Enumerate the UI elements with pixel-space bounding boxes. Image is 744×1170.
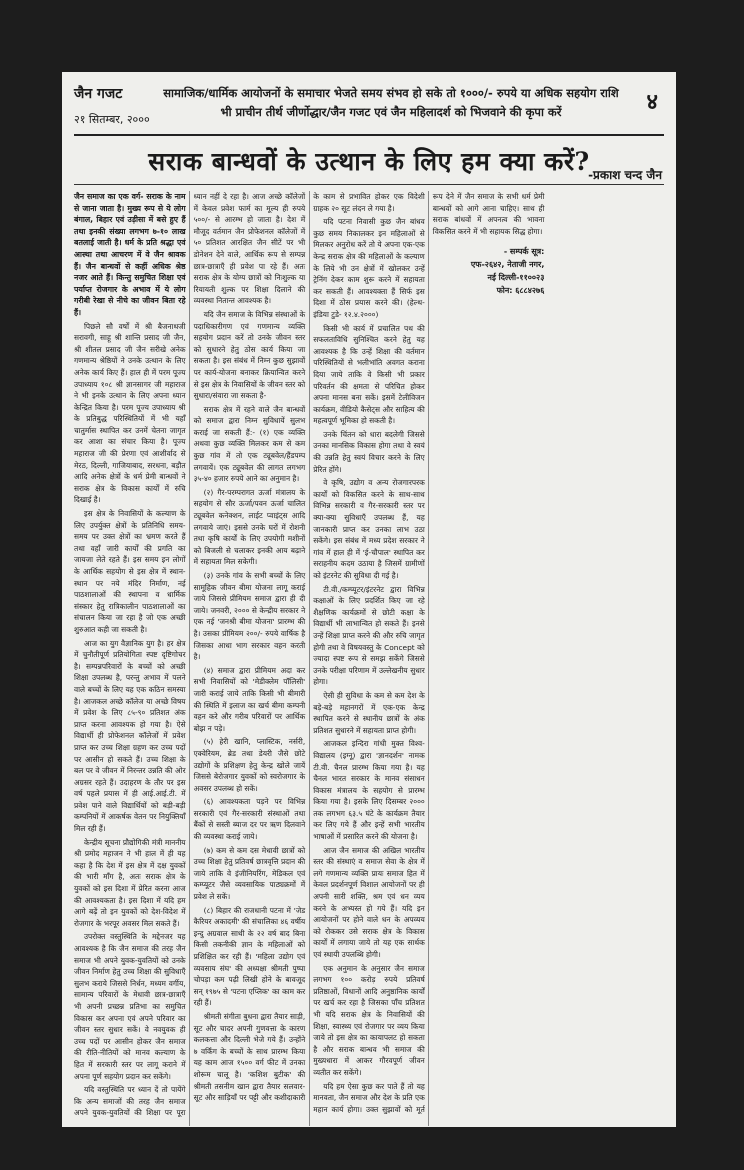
contact-address-line-2: नई दिल्ली-११००२३ xyxy=(487,273,545,283)
contact-block xyxy=(433,245,545,297)
article-body xyxy=(74,191,664,1126)
appeal-notice-line-1: सामाजिक/धार्मिक आयोजनों के समाचार भेजते समय संभव हो सके तो १०००/- रुपये या अधिक सहयोग राशि xyxy=(163,86,619,100)
article-paragraph: (३) उनके गांव के सभी बच्चों के लिए सामूहिक जीवन बीमा योजना लागू कराई जाये जिससे प्रीमियम समाज द्वारा ही दी जाये। जनवरी, २००० से केन्द्रीय सरकार ने एक नई 'जनश्री बीमा योजना' प्रारम्भ की है। उसका प्रीमियम २००/- रुपये वार्षिक है जिसका आधा भाग सरकार वहन करती है। xyxy=(193,571,306,662)
appeal-notice-line-2: भी प्राचीन तीर्थ जीर्णोद्धार/जैन गजट एवं जैन महिलादर्श को भिजवाने की कृपा करें xyxy=(220,105,562,119)
article-paragraph: श्रीमती संगीता बुधना द्वारा तैयार साड़ी, सूट और चादर अपनी गुणवत्ता के कारण कलकत्ता और दिल्ली भेजे गये हैं। उन्होंने ७ वर्किंग के बच्चों के साथ प्रारम्भ किया यह काम आज १५०० वर्ग फीट में उनका शोरूम चालू है। 'कशिश बुटीक' की श्रीमती तसनीम खान द्वारा तैयार सलवार-सूट और साड़ियाँ पर पट्टी और कशीदाकारी के काम से प्रभावित होकर एक विदेशी ग्राहक २० सूट लंदन ले गया है। xyxy=(193,192,425,1103)
article-paragraph: यदि हम ऐसा कुछ कर पाते हैं तो यह मानवता, जैन समाज और देश के प्रति एक महान कार्य होगा। उक्त सुझावों को मूर्त रूप देने में जैन समाज के सभी धर्म प्रेमी बान्धवों को आगे आना चाहिए। साथ ही सराक बांधवों में अपनत्व की भावना विकसित करने में भी सहायक सिद्ध होगा। xyxy=(313,192,545,1114)
issue-date: २१ सितम्बर, २००० xyxy=(74,113,150,126)
article-paragraph: (६) आवश्यकता पड़ने पर विभिन्न सरकारी एवं गैर-सरकारी संस्थाओं तथा बैंकों से सस्ती ब्याज दर पर ऋण दिलवाने की व्यवस्था कराई जाये। xyxy=(193,797,306,842)
article-paragraph: यदि वस्तुस्थिति पर ध्यान दें तो पायेंगे कि अन्य समाजों की तरह जैन समाज अपने युवक-युवतियों की शिक्षा पर पूरा ध्यान नहीं दे रहा है। आज अच्छे कॉलेजों में केवल प्रवेश फार्म का मूल्य ही रुपये ५००/- से आरम्भ हो जाता है। देश में मौजूद वर्तमान जैन प्रोफेशनल कॉलेजों में ५० प्रतिशत आरक्षित जैन सीटें पर भी डोनेशन देने वाले, आर्थिक रूप से सम्पन्न छात्र-छात्राएँ ही प्रवेश पा रहे हैं। अतः सराक क्षेत्र के योग्य छात्रों को निःशुल्क या रियायती शुल्क पर शिक्षा दिलाने की व्यवस्था नितान्त आवश्यक है। xyxy=(74,192,306,1118)
page-number: ४ xyxy=(646,90,658,115)
masthead xyxy=(74,80,664,136)
article-paragraph: (५) हेरी खानि, प्लास्टिक, नर्सरी, एक्वेरियम, ब्रेड तथा डेयरी जैसे छोटे उद्योगों के प्रशिक्षण हेतु केन्द्र खोले जायें जिससे बेरोजगार युवकों को स्वरोजगार के अवसर उपलब्ध हो सकें। xyxy=(193,737,306,793)
appeal-notice xyxy=(156,80,626,122)
article-paragraph: यदि जैन समाज के विभिन्न संस्थाओं के पदाधिकारीगण एवं गणमान्य व्यक्ति सहयोग प्रदान करें तो उनके जीवन स्तर को सुधारने हेतु ठोस कार्य किया जा सकता है। इस संबंध में निम्न कुछ सुझावों पर कार्य-योजना बनाकर क्रियान्वित करने से इस क्षेत्र के निवासियों के जीवन स्तर को सुधारा/संवारा जा सकता है- xyxy=(193,309,306,401)
headline-rule xyxy=(74,184,664,185)
article-paragraph: उपरोक्त वस्तुस्थिति के मद्देनजर यह आवश्यक है कि जैन समाज की तरह जैन समाज भी अपने युवक-युवतियों को उनके जीवन निर्माण हेतु उच्च शिक्षा की सुविधाएँ सुलभ कराये जिससे निर्धन, मध्यम वर्गीय, सामान्य परिवारों के मेधावी छात्र-छात्राएँ भी अपनी प्रच्छन्न प्रतिभा का समुचित विकास कर अपना एवं अपने परिवार का जीवन स्तर सुधार सकें। वे नवयुवक ही उच्च पदों पर आसीन होकर जैन समाज की रीति-नीतियों को मानव कल्याण के हित में सरकारी स्तर पर लागू कराने में अपना पूर्ण सहयोग प्रदान कर सकेंगे। xyxy=(74,932,186,1081)
article-paragraph: जैन समाज का एक वर्ग- सराक के नाम से जाना जाता है। मुख्य रूप से ये लोग बंगाल, बिहार एवं उड़ीसा में बसे हुए हैं तथा इनकी संख्या लगभग ७-१० लाख बतलाई जाती है। धर्म के प्रति श्रद्धा एवं आस्था तथा आचरण में वे जैन श्रावक हैं। जैन बान्धवों से कहीं अधिक श्रेष्ठ नजर आते हैं। किन्तु समुचित शिक्षा एवं पर्याप्त रोजगार के अभाव में ये लोग गरीबी रेखा से नीचे का जीवन बिता रहे हैं। xyxy=(74,192,186,317)
article-byline: -प्रकाश चन्द जैन xyxy=(588,168,662,182)
article-paragraph: पिछले सौ वर्षों में श्री बैजनाथजी सरावगी, साहू श्री शान्ति प्रसाद जी जैन, श्री शीतल प्रसाद जी जैन सरीखे अनेक गणमान्य श्रेष्ठियों ने उनके उत्थान के लिए अनेक कार्य किए हैं। हाल ही में परम पूज्य उपाध्याय १०८ श्री ज्ञानसागर जी महाराज ने भी इनके उत्थान के लिए अपना ध्यान केन्द्रित किया है। परम पूज्य उपाध्याय श्री के प्रतिबुद्ध परिस्थितियों में भी यहाँ चातुर्मास स्थापित कर उनमें चेतना जागृत कर आशा का संचार किया है। पूज्य महाराज जी की प्रेरणा एवं आशीर्वाद से मेरठ, दिल्ली, गाजियाबाद, सरधना, बड़ौत आदि अनेक क्षेत्रों के धर्म प्रेमी बान्धवों ने सराक क्षेत्र के विकास कार्यों में रुचि दिखाई है। xyxy=(74,321,186,505)
newspaper-page xyxy=(62,72,676,1127)
article-paragraph: ऐसी ही सुविधा के कम से कम देश के बड़े-बड़े महानगरों में एक-एक केन्द्र स्थापित करने से स्थानीय छात्रों के अंक प्रतिशत सुधारने में सहायता प्राप्त होगी। xyxy=(313,690,425,735)
article-paragraph: (४) समाज द्वारा प्रीमियम अदा कर सभी निवासियों को 'मेडीक्लेम पॉलिसी' जारी कराई जाये ताकि किसी भी बीमारी की स्थिति में इलाज का खर्च बीमा कम्पनी वहन करे और गरीब परिवारों पर आर्थिक बोझ न पड़े। xyxy=(193,665,306,733)
article-paragraph: आज का युग वैज्ञानिक युग है। हर क्षेत्र में चुनौतीपूर्ण प्रतियोगिता स्पष्ट दृष्टिगोचर है। सम्पन्नपरिवारों के बच्चों को अच्छी शिक्षा उपलब्ध है, परन्तु अभाव में पलने वाले बच्चों के लिए यह एक कठिन समस्या है। आजकल अच्छे कॉलेज या अच्छे विषय में प्रवेश के लिए ८५-९० प्रतिशत अंक प्राप्त करना आवश्यक हो गया है। ऐसे विद्यार्थी ही प्रोफेशनल कॉलेजों में प्रवेश प्राप्त कर उच्च शिक्षा ग्रहण कर उच्च पदों पर आसीन हो सकते हैं। उच्च शिक्षा के बल पर वे जीवन में निरन्तर उन्नति की ओर अग्रसर रहते हैं। उदाहरण के तौर पर इस वर्ष पहले प्रयास में ही आई.आई.टी. में प्रवेश पाने वाले विद्यार्थियों को बड़ी-बड़ी कम्पनियों में आकर्षक वेतन पर नियुक्तियाँ मिल रही हैं। xyxy=(74,638,186,834)
article-headline: सराक बान्धवों के उत्थान के लिए हम क्या करें? xyxy=(148,147,590,176)
contact-phone: फोन: ६८८४२७६ xyxy=(496,286,545,296)
newspaper-name: जैन गजट xyxy=(74,86,123,102)
contact-heading: - सम्पर्क सूत्र: xyxy=(503,247,545,257)
article-paragraph: उनके चिंतन को धारा बदलेगी जिससे उनका मानसिक विकास होगा तथा वे स्वयं की उन्नति हेतु स्वयं विचार करने के लिए प्रेरित होंगे। xyxy=(313,429,425,474)
contact-address-line-1: एफ-२६४२, नेताजी नगर, xyxy=(470,260,545,270)
article-paragraph: (७) कम से कम दस मेधावी छात्रों को उच्च शिक्षा हेतु प्रतिवर्ष छात्रवृत्ति प्रदान की जाये ताकि वे इंजीनियरिंग, मेडिकल एवं कम्प्यूटर जैसे व्यवसायिक पाठ्यक्रमों में प्रवेश ले सकें। xyxy=(193,845,306,902)
masthead-left xyxy=(74,80,152,127)
article-paragraph: एक अनुमान के अनुसार जैन समाज लगभग १०० करोड़ रुपये प्रतिवर्ष प्रतिष्ठाओं, विधानों आदि अनुष्ठानिक कार्यों पर खर्च कर रहा है जिसका पाँच प्रतिशत भी यदि सराक क्षेत्र के निवासियों की शिक्षा, स्वास्थ्य एवं रोजगार पर व्यय किया जाये तो इस क्षेत्र का कायापलट हो सकता है और सराक बान्धव भी समाज की मुख्यधारा में आकर गौरवपूर्ण जीवन व्यतीत कर सकेंगे। xyxy=(313,963,425,1077)
article-paragraph: आज जैन समाज की अखिल भारतीय स्तर की संस्थाएं व समाज सेवा के क्षेत्र में लगे गणमान्य व्यक्ति प्रायः समाज हित में केवल प्रदर्शनपूर्ण विशाल आयोजनों पर ही अपनी सारी शक्ति, श्रम एवं धन व्यय करने के अभ्यस्त हो गये हैं। यदि इन आयोजनों पर होने वाले धन के अपव्यय को रोककर उसे सराक क्षेत्र के विकास कार्यों में लगाया जाये तो यह एक सार्थक एवं स्थायी उपलब्धि होगी। xyxy=(313,845,425,959)
article-paragraph: केन्द्रीय सूचना प्रौद्योगिकी मंत्री माननीय श्री प्रमोद महाजन ने भी हाल में ही यह कहा है कि देश में इस क्षेत्र में दक्ष युवकों की भारी माँग है, अतः सराक क्षेत्र के युवकों को इस दिशा में प्रेरित करना आज की आवश्यकता है। इस दिशा में यदि हम आगे बढ़ें तो इन युवकों को देश-विदेश में रोजगार के भरपूर अवसर मिल सकते हैं। xyxy=(74,837,186,928)
article-paragraph: इस क्षेत्र के निवासियों के कल्याण के लिए उपर्युक्त क्षेत्रों के प्रतिनिधि समय-समय पर उक्त क्षेत्रों का भ्रमण करते हैं तथा वहाँ जारी कार्यों की प्रगति का जायजा लेते रहते हैं। इस समय इन लोगों के आर्थिक सहयोग से इस क्षेत्र में स्थान-स्थान पर नये मंदिर निर्माण, नई पाठशालाओं की स्थापना व धार्मिक संस्कार हेतु रात्रिकालीन पाठशालाओं का संचालन किया जा रहा है जो एक अच्छी शुरुआत कही जा सकती है। xyxy=(74,509,186,634)
article-paragraph: (२) गैर-परम्परागत ऊर्जा मंत्रालय के सहयोग से सौर ऊर्जा/पवन ऊर्जा चालित ट्यूबवेल कनेक्शन, लाईट प्वाइंट्स आदि लगवाये जाएं। इससे उनके घरों में रोशनी तथा कृषि कार्यों के लिए उपयोगी मशीनों को बिजली से चलाकर इनकी आय बढ़ाने में सहायता मिल सकेगी। xyxy=(193,487,306,567)
article-paragraph: टी.वी./कम्प्यूटर/इंटरनेट द्वारा विभिन्न कक्षाओं के लिए प्रदर्शित किए जा रहे शैक्षणिक कार्यक्रमों से छोटी कक्षा के विद्यार्थी भी लाभान्वित हो सकते हैं। इनसे उन्हें शिक्षा प्राप्त करने की और रुचि जागृत होगी तथा वे विषयवस्तु के Concept को ज्यादा स्पष्ट रूप से समझ सकेंगे जिससे उनके परीक्षा परिणाम में उल्लेखनीय सुधार होगा। xyxy=(313,584,425,687)
article-paragraph: सराक क्षेत्र में रहने वाले जैन बान्धवों को समाज द्वारा निम्न सुविधायें सुलभ कराई जा सकती हैं:- (१) एक व्यक्ति अथवा कुछ व्यक्ति मिलकर कम से कम कुछ गांव में तो एक ट्यूबवेल/हैंडपम्प लगवायें। एक ट्यूबवेल की लागत लगभग ३५-४० हजार रुपये आने का अनुमान है। xyxy=(193,404,306,484)
headline-block xyxy=(74,140,664,184)
article-paragraph: आजकल इन्दिरा गांधी मुक्त विश्व-विद्यालय (इग्नू) द्वारा 'ज्ञानदर्शन' नामक टी.वी. चैनल प्रारम्भ किया गया है। यह चैनल भारत सरकार के मानव संसाधन विकास मंत्रालय के सहयोग से प्रारम्भ किया गया है। इसके लिए दिसम्बर २००० तक लगभग ६३.५ घंटे के कार्यक्रम तैयार कर लिए गये हैं और इन्हें सभी भारतीय भाषाओं में प्रसारित करने की योजना है। xyxy=(313,739,425,842)
article-paragraph: वे कृषि, उद्योग व अन्य रोजगारपरक कार्यों को विकसित करने के साथ-साथ विभिन्न सरकारी व गैर-सरकारी स्तर पर क्या-क्या सुविधाएँ उपलब्ध हैं, यह जानकारी प्राप्त कर उनका लाभ उठा सकेंगे। इस संबंध में मध्य प्रदेश सरकार ने गांव में हाल ही में 'ई-चौपाल' स्थापित कर सराहनीय कदम उठाया है जिसमें ग्रामीणों को इंटरनेट की सुविधा दी गई है। xyxy=(313,478,425,580)
article-paragraph: किसी भी कार्य में प्रचालित पथ की सफलताविधि सुनिश्चित करने हेतु यह आवश्यक है कि उन्हें शिक्षा की वर्तमान परिस्थितियों से भलीभांति अवगत कराना दिया जाये ताकि वे किसी भी प्रकार परिवर्तन की क्षमता से परिचित होकर अपना मानस बना सकें। इसमें टेलीविजन कार्यक्रम, वीडियो कैसेट्स और साहित्य की महत्वपूर्ण भूमिका हो सकती है। xyxy=(313,323,425,426)
article-paragraph: यदि पटना निवासी कुछ जैन बांधव कुछ समय निकालकर इन महिलाओं से मिलकर अनुरोध करें तो ये अपना एक-एक केन्द्र सराक क्षेत्र की महिलाओं के कल्याण के लिये भी उन क्षेत्रों में खोलकर उन्हें ट्रेनिंग देकर काम शुरू करने में सहायता कर सकती हैं। आवश्यक्ता हैं सिर्फ इस दिशा में ठोस प्रयास करने की। (हेल्थ-इंडिया टुडे- १२.४.२०००) xyxy=(313,217,425,319)
article-paragraph: (८) बिहार की राजधानी पटना में 'जेड कैरियर अकादमी' की संचालिका ४६ वर्षीय इन्दु अग्रवाल साथी के २२ वर्ष बाद बिना किसी तकनीकी ज्ञान के महिलाओं को प्रशिक्षित कर रही हैं। 'महिला उद्योग एवं व्यवसाय संघ' की अध्यक्षा श्रीमती पुष्पा चोपड़ा कम पढ़ी लिखी होने के बावजूद सन् १९७५ से 'पटना एप्लिक' का काम कर रही हैं। xyxy=(193,905,306,1008)
